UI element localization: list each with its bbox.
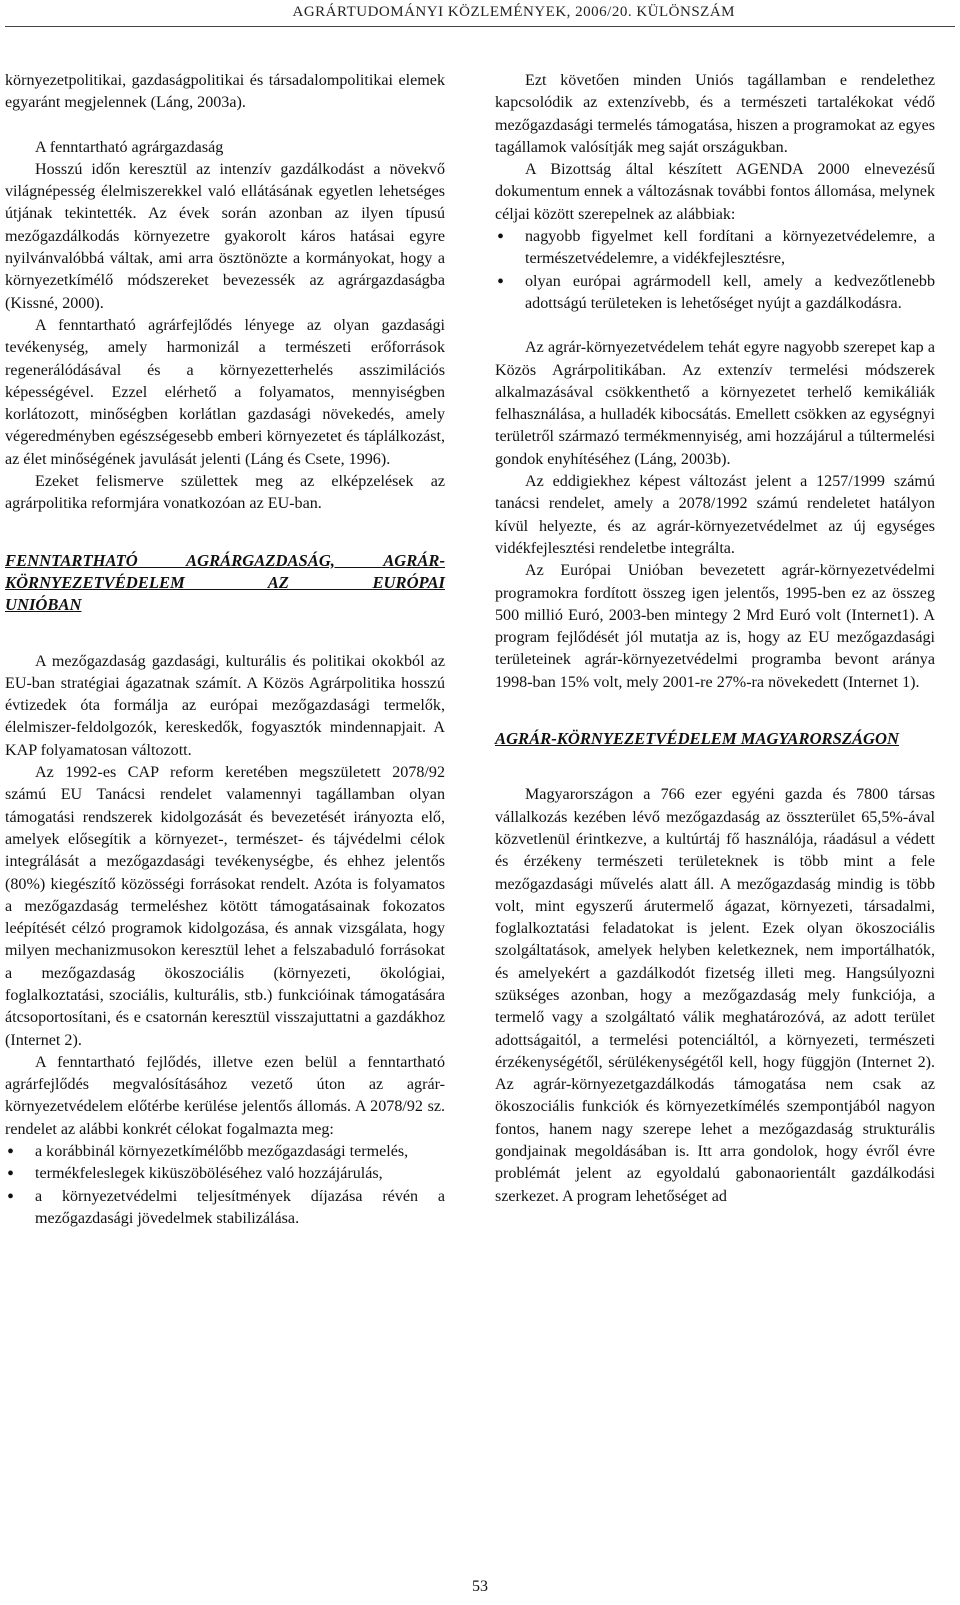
paragraph: Ezeket felismerve születtek meg az elképzelések az agrárpolitika reformjára vonatkozóan az EU-ban. [5, 473, 445, 513]
paragraph: Az 1992-es CAP reform keretében megszületett 2078/92 számú EU Tanácsi rendelet valamennyi tagállamban olyan támogatási rendszerek kidolgozását és bevezetését irányozta elő, amelyek elősegítik a környezet-, természet- és tájvédelmi célok integrálását a mezőgazdasági tevékenységbe, és ehhez jelentős (80%) kiegészítő közösségi forrásokat rendelt. Azóta is folyamatos a mezőgazdaság termeléshez kötött támogatásainak fokozatos leépítését célzó programok kidolgozása, és annak vizsgálata, hogy milyen mechanizmusokon keresztül lehet a felszabaduló forrásokat a mezőgazdaság ökoszociális (környezeti, ökológiai, foglalkoztatási, szociális, kulturális, stb.) funkcióinak támogatására átcsoportosítani, és e csatornán keresztül visszajuttatni a gazdákhoz (Internet 2). [5, 764, 445, 1049]
list-item: • a környezetvédelmi teljesítmények díjazása révén a mezőgazdasági jövedelmek stabilizálása. [5, 1186, 445, 1231]
section-heading-line: AGRÁR-KÖRNYEZETVÉDELEM MAGYARORSZÁGON [495, 729, 900, 749]
list-item: • a korábbinál környezetkímélőbb mezőgazdasági termelés, [5, 1141, 445, 1163]
running-header [0, 0, 960, 30]
paragraph: Ezt követően minden Uniós tagállamban e rendelethez kapcsolódik az extenzívebb, és a természeti tartalékokat védő mezőgazdasági termelés támogatása, hiszen a programokat az egyes tagállamok valósítják meg saját országukban. [495, 72, 935, 156]
list-item: • nagyobb figyelmet kell fordítani a környezetvédelemre, a természetvédelemre, a vidékfejlesztésre, [495, 226, 935, 271]
left-column [5, 70, 445, 1230]
paragraph: Az agrár-környezetvédelem tehát egyre nagyobb szerepet kap a Közös Agrárpolitikában. Az extenzív termelési módszerek alkalmazásával csökkenthető a környezetet terhelő kemikáliák felhasználása, a hulladék kibocsátás. Emellett csökken az egységnyi területről származó termékmennyiség, ami hozzájárul a túltermelési gondok enyhítéséhez (Láng, 2003b). [495, 339, 935, 468]
journal-title: AGRÁRTUDOMÁNYI KÖZLEMÉNYEK, 2006/20. KÜLÖNSZÁM [292, 4, 735, 20]
paragraph: A mezőgazdaság gazdasági, kulturális és politikai okokból az EU-ban stratégiai ágazatnak számít. A Közös Agrárpolitika hosszú évtizedek óta formálja az európai mezőgazdasági termelők, élelmiszer-feldolgozók, kereskedők, fogyasztók mindennapjait. A KAP folyamatosan változott. [5, 652, 445, 759]
paragraph: A fenntartható agrárfejlődés lényege az olyan gazdasági tevékenység, amely harmonizál a természeti erőforrások regenerálódásával és a környezetterhelés asszimilációs képességével. Ezzel elérhető a folyamatos, mennyiségben korlátozott, minőségben korlátlan gazdasági növekedés, amely végeredményben egészségesebb emberi környezetet és táplálkozást, az élet minőségének javulását jelenti (Láng és Csete, 1996). [5, 316, 445, 468]
bullet-list [495, 226, 935, 315]
paragraph: környezetpolitikai, gazdaságpolitikai és társadalompolitikai elemek egyaránt megjelennek (Láng, 2003a). [5, 72, 445, 112]
page-number: 53 [472, 1578, 488, 1595]
paragraph: Az eddigiekhez képest változást jelent a 1257/1999 számú tanácsi rendelet, amely a 2078/1992 számú rendeletet hatályon kívül helyezte, és az agrár-környezetvédelmet az új egységes vidékfejlesztési rendeletbe integrálta. [495, 473, 935, 557]
list-item: • olyan európai agrármodell kell, amely a kedvezőtlenebb adottságú területeken is lehetőséget nyújt a gazdálkodásra. [495, 271, 935, 316]
paragraph: Az Európai Unióban bevezetett agrár-környezetvédelmi programokra fordított összeg igen jelentős, 1995-ben ez az összeg 500 millió Euró, 2003-ben mintegy 2 Mrd Euró volt (Internet1). A program fejlődését jól mutatja az is, hogy az EU mezőgazdasági területeinek agrár-környezetvédelmi programba bevont aránya 1998-ban 15% volt, mely 2001-re 27%-ra növekedett (Internet 1). [495, 562, 935, 691]
spacer [5, 617, 445, 651]
paragraph: A Bizottság által készített AGENDA 2000 elnevezésű dokumentum ennek a változásnak további fontos állomása, melynek céljai között szerepelnek az alábbiak: [495, 161, 935, 223]
section-heading [5, 550, 445, 617]
paragraph: A fenntartható fejlődés, illetve ezen belül a fenntartható agrárfejlődés megvalósításához vezető úton az agrár-környezetvédelem előtérbe kerülése jelentős állomás. A 2078/92 sz. rendelet az alábbi konkrét célokat fogalmazta meg: [5, 1053, 445, 1138]
section-heading [495, 728, 935, 750]
paragraph: Magyarországon a 766 ezer egyéni gazda és 7800 társas vállalkozás kezében lévő mezőgazdaság az összterület 65,5%-ával közvetlenül érintkezve, a kultúrtáj fő használója, ráadásul a védett és érzékeny természeti területeknek is több mint a fele mezőgazdasági művelés alatt áll. A mezőgazdaság mindig is több volt, mint egyszerű árutermelő ágazat, környezeti, társadalmi, foglalkoztatási feladatokat is jelent. Ezek olyan ökoszociális szolgáltatások, amelyek helyben keletkeznek, nem importálhatók, és amelyekért a gazdálkodót fizetség illeti meg. Hangsúlyozni szükséges azonban, hogy a mezőgazdaság mely funkciója, a termelő vagy a szolgáltató válik meghatározóvá, az adott terület adottságaitól, a termelési potenciáltól, a környezeti, természeti érzékenységétől, sérülékenységétől kell, hogy függjön (Internet 2). Az agrár-környezetgazdálkodás támogatása nem csak az ökoszociális funkciók és környezetkímélés szempontjából nagyon fontos, hanem nagy szerepe lehet a mezőgazdaság strukturális gondjainak megoldásában is. Itt arra gondolok, hogy évről évre problémát jelent az egyoldalú gabonaorientált gazdálkodási szerkezet. A program lehetőséget ad [495, 786, 935, 1205]
spacer [495, 315, 935, 337]
section-heading-line: UNIÓBAN [5, 595, 82, 615]
bullet-list [5, 1141, 445, 1230]
right-column [495, 70, 935, 1208]
list-item: • termékfeleslegek kiküszöböléséhez való hozzájárulás, [5, 1163, 445, 1185]
header-rule [5, 26, 955, 27]
paragraph: Hosszú időn keresztül az intenzív gazdálkodást a növekvő világnépesség élelmiszerekkel való ellátásának egyetlen lehetséges útjának tekintették. Az évek során azonban az ilyen típusú mezőgazdálkodás környezetre gyakorolt káros hatásai egyre nyilvánvalóbbá váltak, ami arra ösztönözte a kormányokat, hogy a környezetkímélő módszereket bevezessék az agrárgazdaságba (Kissné, 2000). [5, 160, 445, 312]
section-heading-line: FENNTARTHATÓ AGRÁRGAZDASÁG, AGRÁR- [5, 550, 445, 570]
spacer [495, 694, 935, 728]
spacer [495, 750, 935, 784]
section-heading-line: KÖRNYEZETVÉDELEM AZ EURÓPAI [5, 572, 445, 592]
subheading: A fenntartható agrárgazdaság [35, 138, 224, 156]
spacer [5, 115, 445, 137]
spacer [5, 516, 445, 550]
